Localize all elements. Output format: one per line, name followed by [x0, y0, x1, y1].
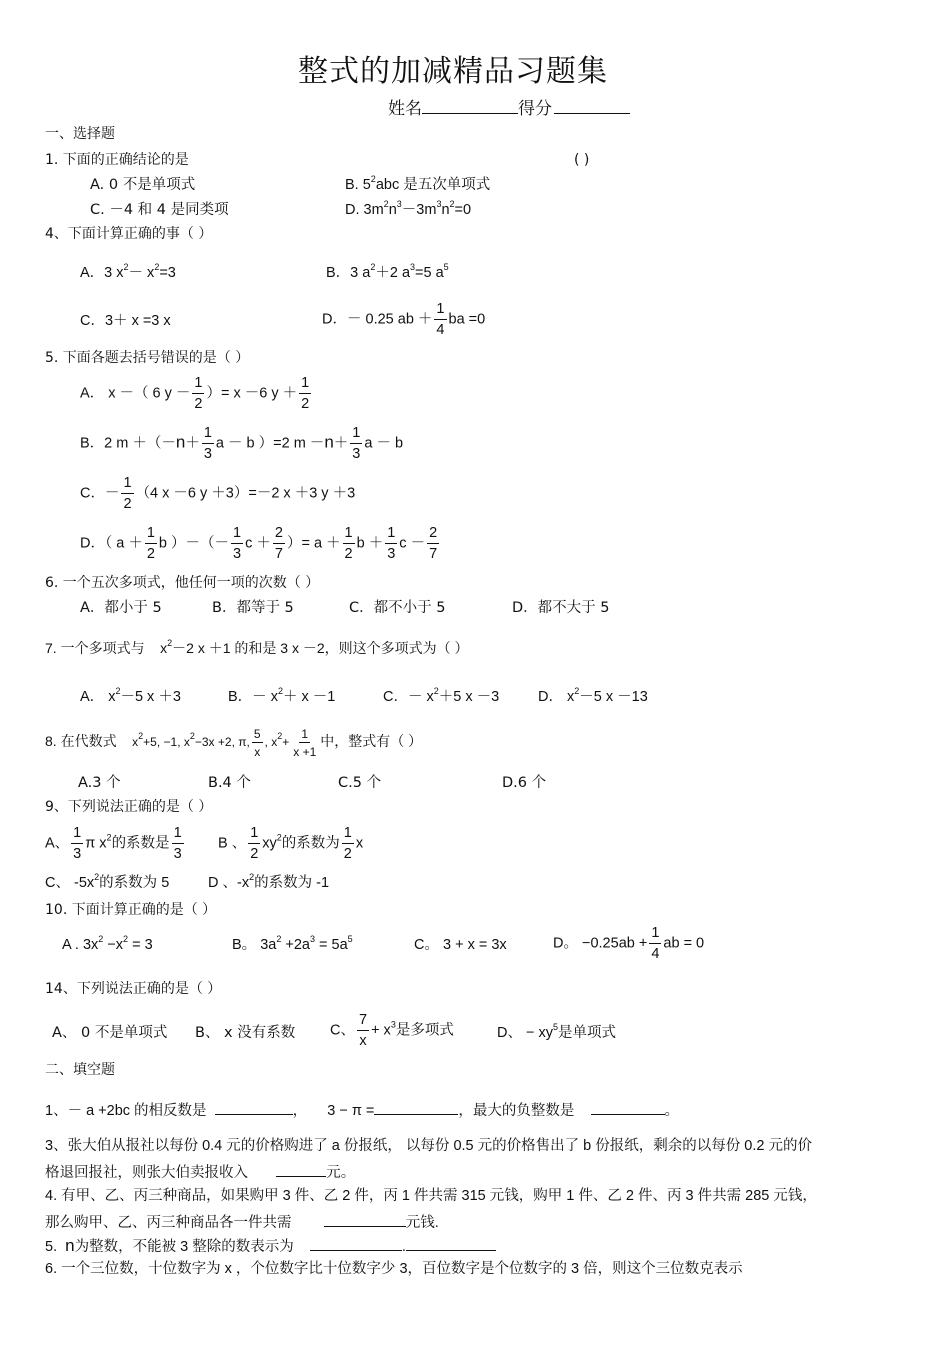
q4-option-c: C．3＋ x =3 x [80, 313, 171, 329]
fill-1-blank-c[interactable] [591, 1100, 665, 1115]
q1-option-d: D. $3m^2n^3-3m^3n^2=0$ [345, 199, 472, 218]
score-label: 得分 [518, 99, 552, 119]
q5-option-a: A． x －（ 6 y － $\frac{1}{2}$ ）= x －6 y ＋ $\frac{1}{2}$ [80, 375, 310, 412]
fill-5: 5. n为整数，不能被 3 整除的数表示为 . [45, 1236, 496, 1255]
q9-option-c: C、 $-5x^2$的系数为 5 [45, 872, 170, 891]
q8-option-d: D.6 个 [502, 775, 547, 791]
q5-option-d: D．（ a ＋ $\frac{1}{2}$ b ）－（－ $\frac{1}{3}$ c ＋ $\frac{2}{7}$ ）= a ＋ $\frac{1}{2}$ b ＋ $\frac{1}{3}$ c － $\frac{2}{7}$ [80, 525, 438, 562]
q9-option-a: A、 $\frac{1}{3}$ π $x^2$的系数是 $\frac{1}{3}$ [45, 825, 182, 862]
q6-option-d: D．都不大于 5 [512, 600, 610, 616]
q6-option-c: C．都不小于 5 [349, 600, 446, 616]
q8-stem: 8. 在代数式 $x^2+5$, −1, $x^2-3x +2$, π, $\frac{5}{x}$ , $x^2+$ $\frac{1}{x +1}$ 中，整式有（ ） [45, 727, 423, 759]
q10-option-c: C。 3 + x = 3x [414, 937, 507, 953]
name-score-line [388, 99, 630, 118]
q14-option-a: A、 0 不是单项式 [52, 1025, 168, 1041]
name-label: 姓名 [388, 99, 422, 119]
section-fill-heading: 二、填空题 [45, 1062, 115, 1078]
fill-6: 6. 一个三位数，十位数字为 x ，个位数字比十位数字少 3，百位数字是个位数字的 3 倍，则这个三位数克表示 [45, 1261, 743, 1277]
q1-stem: 1. 下面的正确结论的是 [45, 152, 189, 168]
fill-4-line-2: 那么购甲、乙、丙三种商品各一件共需 元钱. [45, 1212, 439, 1231]
fill-3-blank[interactable] [276, 1162, 326, 1177]
q10-option-a: A . $3x^2 -x^2 = 3$ [62, 934, 153, 953]
q6-option-a: A．都小于 5 [80, 600, 162, 616]
fill-4-line-1: 4. 有甲、乙、丙三种商品，如果购甲 3 件、乙 2 件，丙 1 件共需 315 元钱，购甲 1 件、乙 2 件、丙 3 件共需 285 元钱， [45, 1188, 817, 1204]
fill-4-blank[interactable] [324, 1212, 406, 1227]
q9-option-d: D 、$-x^2$的系数为 -1 [208, 872, 330, 891]
q4-option-a: A．3 $x^2- x^2=3$ [80, 262, 176, 281]
q5-option-c: C．－ $\frac{1}{2}$ （4 x －6 y ＋3）=－2 x ＋3 y ＋3 [80, 475, 356, 512]
q1-paren: ( ) [574, 152, 590, 168]
q14-stem: 14、下列说法正确的是（ ） [45, 981, 222, 997]
q14-option-c: C、 $\frac{7}{x}$ + $x^3$是多项式 [330, 1012, 454, 1049]
q4-stem: 4、下面计算正确的事（ ） [45, 226, 213, 242]
q7-option-b: B．－ $x^2+ x -1$ [228, 686, 336, 705]
q1-option-a: A. 0 不是单项式 [90, 177, 196, 193]
q1-option-b: B. $5^2abc$ 是五次单项式 [345, 174, 491, 193]
q7-option-d: D． $x^2-5$ x －13 [538, 686, 648, 705]
page-title: 整式的加减精品习题集 [298, 54, 608, 89]
fill-5-blank-a[interactable] [310, 1236, 402, 1251]
fill-1-blank-b[interactable] [374, 1100, 458, 1115]
q5-stem: 5. 下面各题去括号错误的是（ ） [45, 350, 250, 366]
q1-option-c: C. －4 和 4 是同类项 [90, 202, 229, 218]
q7-option-a: A． $x^2-5$ x ＋3 [80, 686, 181, 705]
fill-1: 1、－ a +2bc 的相反数是 ， 3 − π = ，最大的负整数是 。 [45, 1100, 679, 1119]
q14-option-d: D、 − $xy^5$是单项式 [497, 1022, 617, 1041]
fill-3-line-1: 3、张大伯从报社以每份 0.4 元的价格购进了 a 份报纸， 以每份 0.5 元的价格售出了 b 份报纸，剩余的以每份 0.2 元的价 [45, 1138, 812, 1154]
q8-option-b: B.4 个 [208, 775, 251, 791]
section-choice-heading: 一、选择题 [45, 126, 115, 142]
q9-option-b: B 、 $\frac{1}{2}$ $xy^2$的系数为 $\frac{1}{2}$ x [218, 825, 364, 862]
q10-option-b: B。 $3a^2 +2a^3 = 5a^5$ [232, 934, 353, 953]
fill-5-blank-b[interactable] [406, 1236, 496, 1251]
q6-stem: 6. 一个五次多项式，他任何一项的次数（ ） [45, 575, 320, 591]
q8-option-c: C.5 个 [338, 775, 382, 791]
q14-option-b: B、 x 没有系数 [195, 1025, 296, 1041]
q9-stem: 9、下列说法正确的是（ ） [45, 799, 213, 815]
q6-option-b: B．都等于 5 [212, 600, 294, 616]
q10-stem: 10. 下面计算正确的是（ ） [45, 902, 217, 918]
q4-option-b: B．3 $a^2+2$ $a^3=5$ $a^5$ [326, 262, 449, 281]
fill-1-blank-a[interactable] [215, 1100, 293, 1115]
q10-option-d: D。 −0.25ab + $\frac{1}{4}$ ab = 0 [553, 925, 705, 962]
score-blank[interactable] [554, 99, 630, 114]
name-blank[interactable] [422, 99, 518, 114]
q7-stem: 7. 一个多项式与 $x^2-2$ x ＋1 的和是 3 x －2，则这个多项式为（ ） [45, 638, 469, 656]
q8-option-a: A.3 个 [78, 775, 121, 791]
fill-3-line-2: 格退回报社，则张大伯卖报收入 元。 [45, 1162, 355, 1181]
q5-option-b: B．2 m ＋（－n＋ $\frac{1}{3}$ a － b ）=2 m －n＋ $\frac{1}{3}$ a － b [80, 425, 404, 462]
q7-option-c: C．－ $x^2+5$ x －3 [383, 686, 500, 705]
q4-option-d: D．－ 0.25 ab ＋ $\frac{1}{4}$ ba =0 [322, 301, 486, 338]
